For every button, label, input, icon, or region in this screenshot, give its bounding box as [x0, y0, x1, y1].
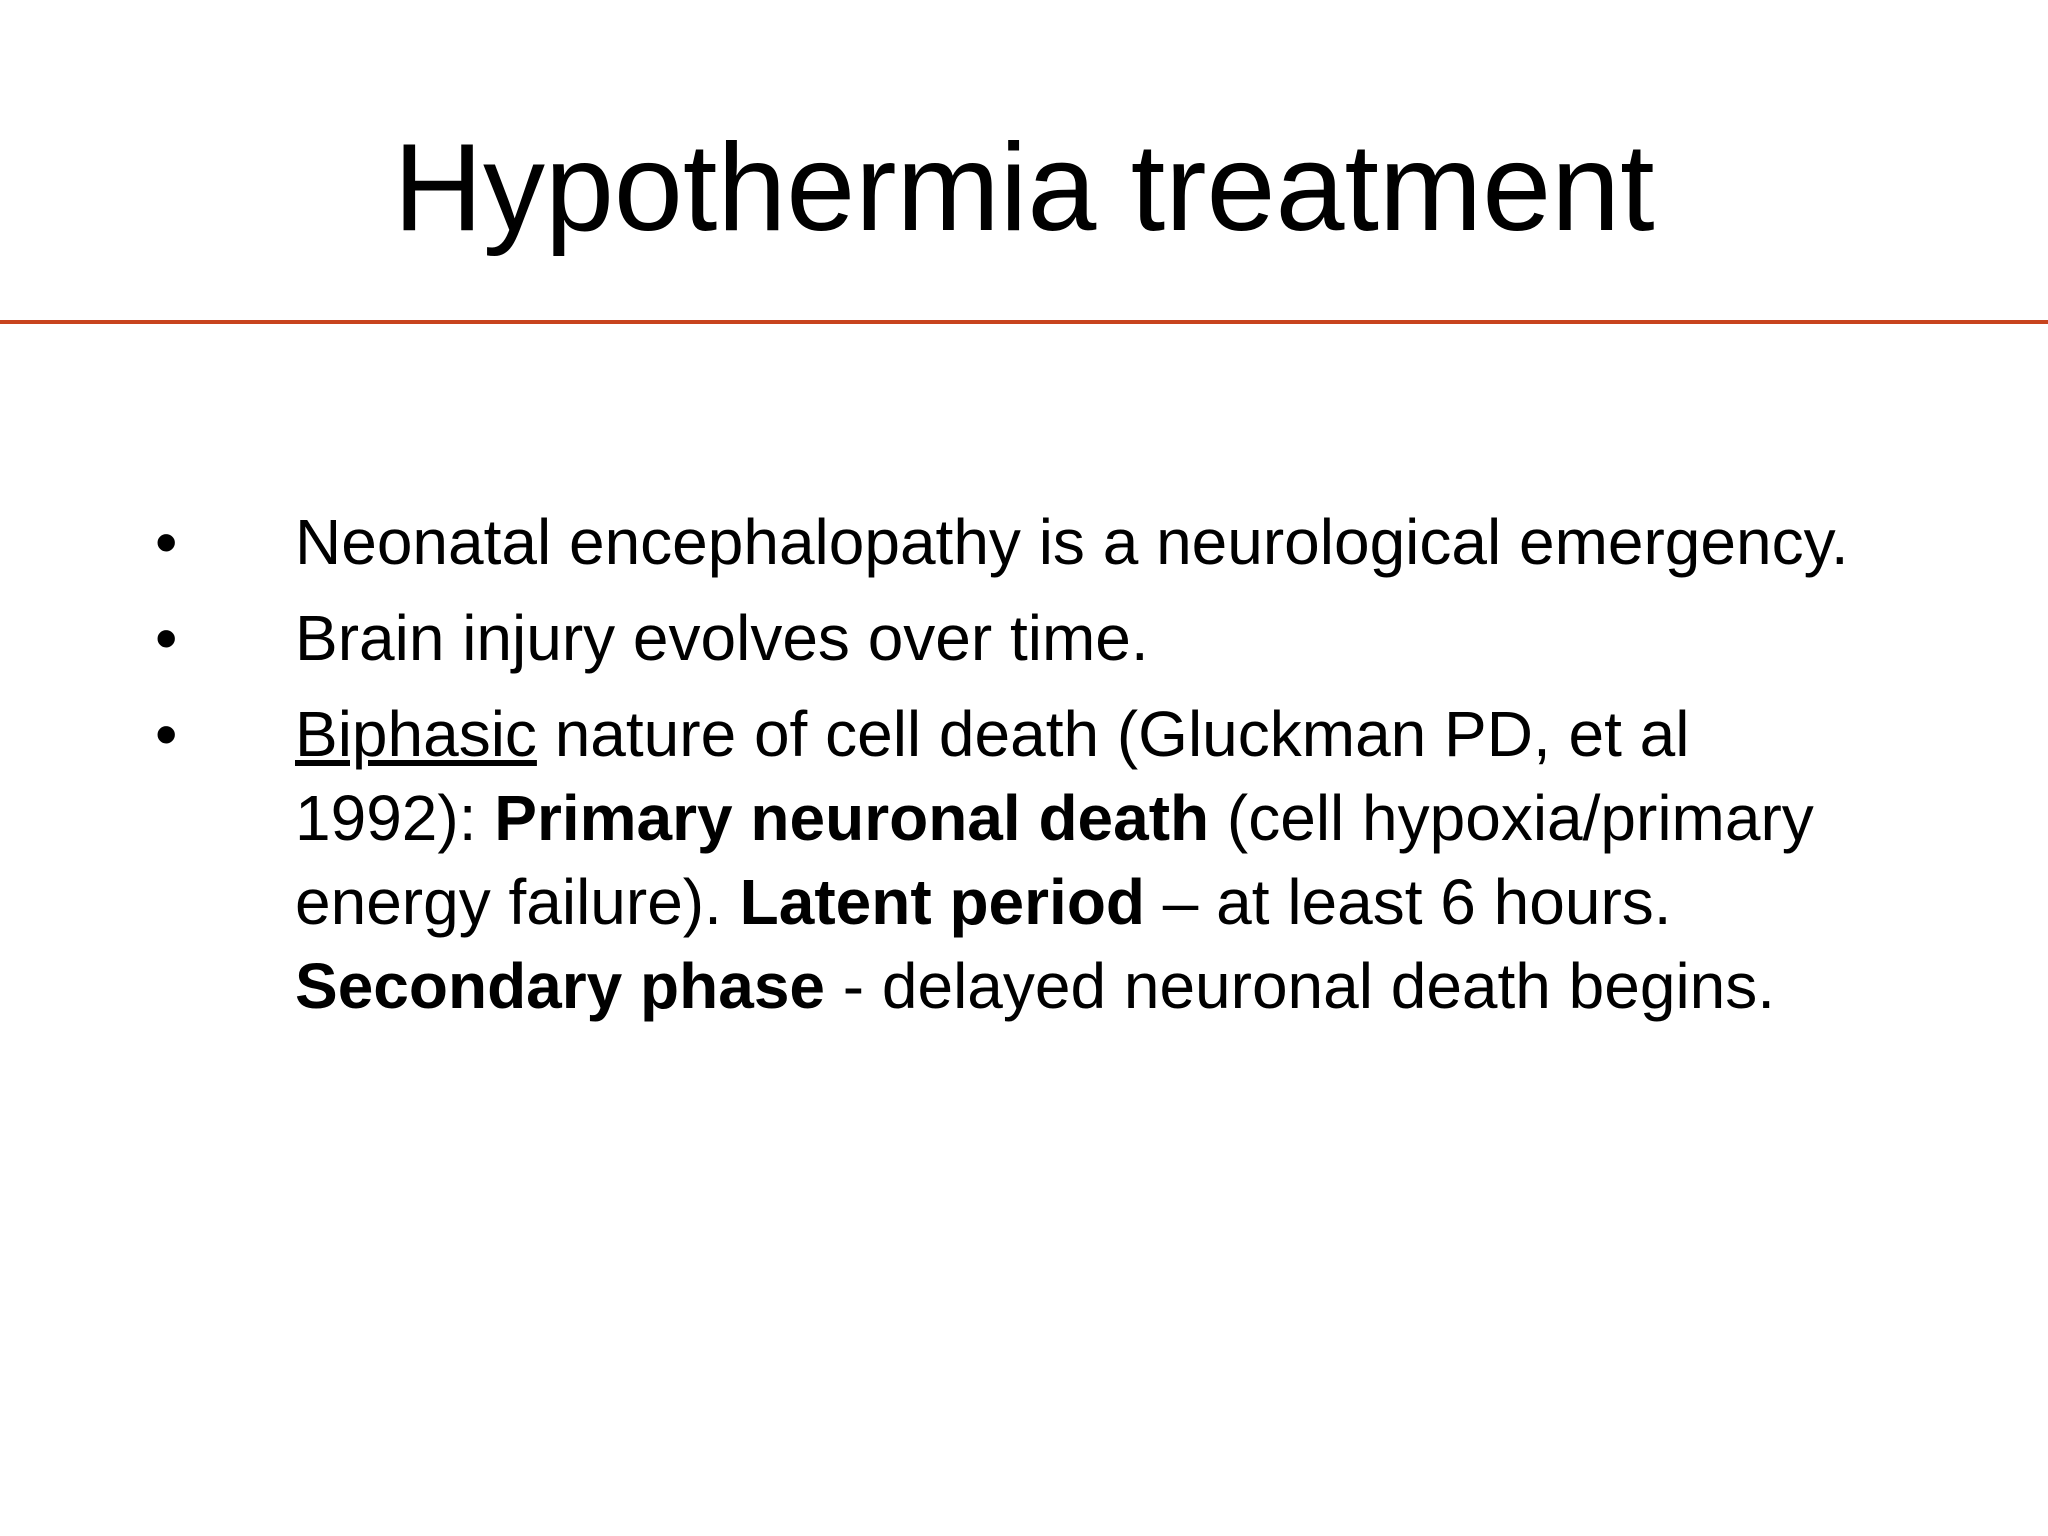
bold-term: Latent period — [739, 866, 1145, 938]
bullet-item — [0, 500, 1875, 584]
bullet-text: Neonatal encephalopathy is a neurological emergency. — [295, 506, 1849, 578]
slide-title: Hypothermia treatment — [393, 119, 1655, 257]
bullet-text-segment: - delayed neuronal death begins. — [825, 950, 1776, 1022]
bold-term: Secondary phase — [295, 950, 825, 1022]
bullet-text: Brain injury evolves over time. — [295, 602, 1149, 674]
underlined-term: Biphasic — [295, 698, 537, 770]
bullet-text-segment: (cell hypoxia/primary energy failure). — [295, 782, 1814, 938]
bullet-item — [0, 692, 1875, 1028]
bullet-text-segment: – at least 6 hours. — [1145, 866, 1672, 938]
bold-term: Primary neuronal death — [494, 782, 1210, 854]
bullet-icon: • — [155, 506, 178, 578]
bullet-icon: • — [155, 698, 178, 770]
title-divider — [0, 320, 2048, 324]
bullet-text-segment: nature of cell death (Gluckman PD, et al 1992): — [295, 698, 1690, 854]
bullet-item — [0, 596, 1875, 680]
bullet-list — [0, 500, 2048, 1040]
bullet-icon: • — [155, 602, 178, 674]
